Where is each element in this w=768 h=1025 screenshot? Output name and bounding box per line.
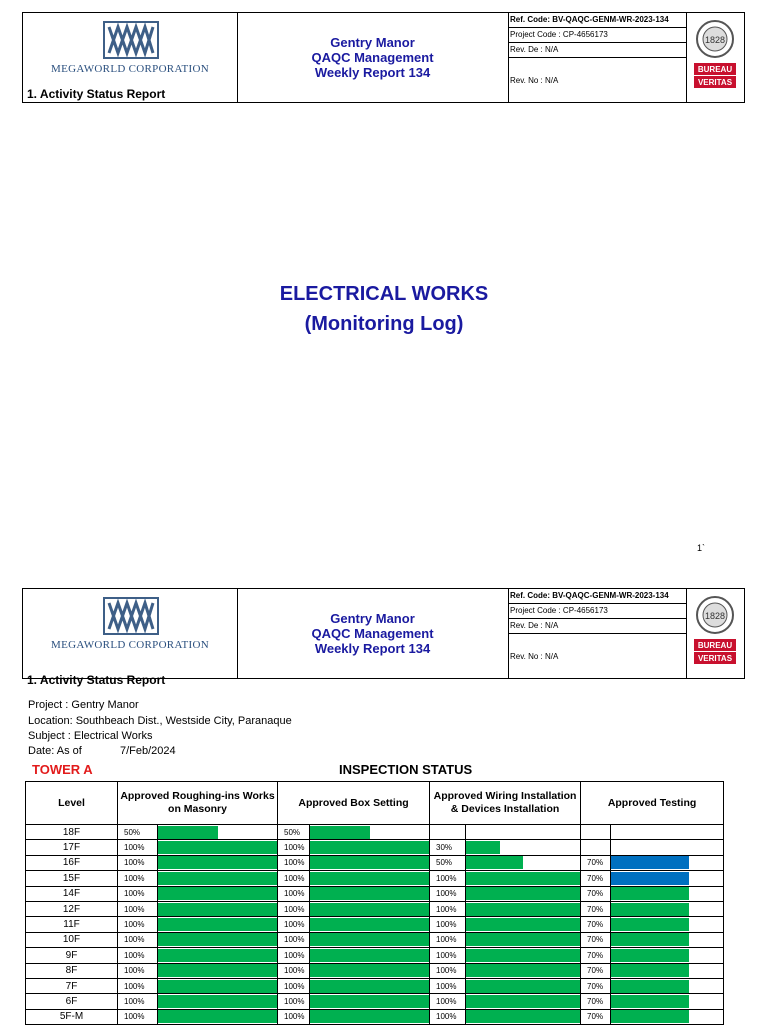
wiring-percent: 100% xyxy=(430,917,466,932)
wiring-bar-cell xyxy=(466,855,581,870)
box-setting-percent: 100% xyxy=(278,994,310,1009)
table-row xyxy=(26,932,724,947)
testing-percent: 70% xyxy=(581,917,611,932)
table-row xyxy=(26,948,724,963)
roughing-progress-bar xyxy=(158,903,277,916)
wiring-progress-bar xyxy=(466,918,580,931)
roughing-percent: 100% xyxy=(118,917,158,932)
wiring-bar-cell xyxy=(466,948,581,963)
ref-code: Ref. Code: BV-QAQC-GENM-WR-2023-134 xyxy=(508,589,686,604)
table-header-row xyxy=(26,782,724,825)
testing-percent: 70% xyxy=(581,871,611,886)
wiring-bar-cell xyxy=(466,901,581,916)
roughing-progress-bar xyxy=(158,887,277,900)
roughing-bar-cell xyxy=(158,855,278,870)
wiring-progress-bar xyxy=(466,856,523,869)
testing-percent: 70% xyxy=(581,886,611,901)
box-setting-progress-bar xyxy=(310,887,429,900)
level-cell: 6F xyxy=(26,994,118,1009)
inspection-title: INSPECTION STATUS xyxy=(339,762,473,777)
testing-bar-cell xyxy=(611,1009,724,1024)
company-name: MEGAWORLD CORPORATION xyxy=(51,63,209,75)
cover-title-line-1: ELECTRICAL WORKS xyxy=(279,283,489,305)
level-cell: 16F xyxy=(26,855,118,870)
roughing-percent: 100% xyxy=(118,855,158,870)
info-subject: Subject : Electrical Works xyxy=(28,730,153,742)
box-setting-progress-bar xyxy=(310,964,429,977)
wiring-progress-bar xyxy=(466,841,500,854)
wiring-bar-cell xyxy=(466,994,581,1009)
testing-bar-cell xyxy=(611,994,724,1009)
testing-bar-cell xyxy=(611,825,724,840)
box-setting-bar-cell xyxy=(310,932,430,947)
report-header-1 xyxy=(22,12,745,103)
wiring-percent: 100% xyxy=(430,994,466,1009)
box-setting-percent: 100% xyxy=(278,1009,310,1024)
box-setting-percent: 100% xyxy=(278,840,310,855)
bureau-veritas-cell xyxy=(686,13,745,102)
page-number: 1` xyxy=(697,543,706,553)
wiring-bar-cell xyxy=(466,917,581,932)
cover-title-line-2: (Monitoring Log) xyxy=(304,313,464,335)
box-setting-percent: 100% xyxy=(278,886,310,901)
testing-percent: 70% xyxy=(581,932,611,947)
roughing-bar-cell xyxy=(158,994,278,1009)
box-setting-percent: 100% xyxy=(278,978,310,993)
testing-percent xyxy=(581,825,611,840)
testing-bar-cell xyxy=(611,855,724,870)
company-logo-cell xyxy=(23,13,238,102)
title-line-3: Weekly Report 134 xyxy=(314,641,431,656)
roughing-bar-cell xyxy=(158,948,278,963)
wiring-bar-cell xyxy=(466,840,581,855)
box-setting-bar-cell xyxy=(310,855,430,870)
report-title xyxy=(237,13,509,102)
wiring-percent: 100% xyxy=(430,963,466,978)
testing-progress-bar xyxy=(611,887,689,900)
rev-no: Rev. No : N/A xyxy=(510,652,559,661)
level-cell: 10F xyxy=(26,932,118,947)
wiring-progress-bar xyxy=(466,980,580,993)
testing-progress-bar xyxy=(611,856,689,869)
title-line-2: QAQC Management xyxy=(311,50,434,65)
box-setting-progress-bar xyxy=(310,1010,429,1023)
roughing-bar-cell xyxy=(158,825,278,840)
roughing-progress-bar xyxy=(158,856,277,869)
box-setting-progress-bar xyxy=(310,995,429,1008)
roughing-percent: 100% xyxy=(118,978,158,993)
wiring-bar-cell xyxy=(466,871,581,886)
wiring-progress-bar xyxy=(466,933,580,946)
project-code: Project Code : CP-4656173 xyxy=(508,28,686,43)
wiring-percent: 30% xyxy=(430,840,466,855)
box-setting-progress-bar xyxy=(310,841,429,854)
testing-bar-cell xyxy=(611,963,724,978)
company-logo-cell xyxy=(23,589,238,687)
level-cell: 9F xyxy=(26,948,118,963)
roughing-percent: 100% xyxy=(118,901,158,916)
bv-text-top: BUREAU xyxy=(697,641,733,650)
testing-bar-cell xyxy=(611,917,724,932)
title-line-1: Gentry Manor xyxy=(330,35,415,50)
info-project: Project : Gentry Manor xyxy=(28,699,139,711)
roughing-bar-cell xyxy=(158,917,278,932)
table-row xyxy=(26,855,724,870)
bv-text-bottom: VERITAS xyxy=(697,654,733,663)
roughing-percent: 100% xyxy=(118,994,158,1009)
roughing-bar-cell xyxy=(158,932,278,947)
testing-percent: 70% xyxy=(581,994,611,1009)
report-title xyxy=(237,589,509,678)
roughing-percent: 100% xyxy=(118,1009,158,1024)
rev-de: Rev. De : N/A xyxy=(508,43,686,58)
roughing-progress-bar xyxy=(158,826,218,839)
wiring-percent: 100% xyxy=(430,871,466,886)
info-date-label: Date: As of xyxy=(28,745,82,757)
roughing-percent: 100% xyxy=(118,963,158,978)
wiring-progress-bar xyxy=(466,872,580,885)
wiring-percent xyxy=(430,825,466,840)
roughing-percent: 50% xyxy=(118,825,158,840)
meta-cell xyxy=(508,13,687,102)
box-setting-percent: 100% xyxy=(278,855,310,870)
box-setting-percent: 100% xyxy=(278,963,310,978)
bureau-veritas-logo xyxy=(692,17,738,97)
box-setting-progress-bar xyxy=(310,918,429,931)
testing-percent xyxy=(581,840,611,855)
testing-progress-bar xyxy=(611,933,689,946)
wiring-progress-bar xyxy=(466,903,580,916)
level-cell: 5F-M xyxy=(26,1009,118,1024)
roughing-percent: 100% xyxy=(118,871,158,886)
megaworld-logo xyxy=(103,597,159,635)
inspection-status-table xyxy=(25,781,724,1025)
level-cell: 7F xyxy=(26,978,118,993)
wiring-bar-cell xyxy=(466,932,581,947)
wiring-bar-cell xyxy=(466,886,581,901)
table-row xyxy=(26,901,724,916)
wiring-progress-bar xyxy=(466,1010,580,1023)
section-label: 1. Activity Status Report xyxy=(27,87,166,101)
project-code: Project Code : CP-4656173 xyxy=(508,604,686,619)
bv-year: 1828 xyxy=(704,35,726,45)
roughing-progress-bar xyxy=(158,918,277,931)
wiring-percent: 100% xyxy=(430,886,466,901)
testing-percent: 70% xyxy=(581,1009,611,1024)
info-location: Location: Southbeach Dist., Westside City, Paranaque xyxy=(28,715,292,727)
rev-no: Rev. No : N/A xyxy=(510,76,559,85)
roughing-progress-bar xyxy=(158,995,277,1008)
testing-bar-cell xyxy=(611,840,724,855)
wiring-bar-cell xyxy=(466,825,581,840)
box-setting-progress-bar xyxy=(310,949,429,962)
col-header-box-setting: Approved Box Setting xyxy=(278,782,430,825)
level-cell: 12F xyxy=(26,901,118,916)
wiring-percent: 50% xyxy=(430,855,466,870)
roughing-percent: 100% xyxy=(118,840,158,855)
box-setting-percent: 50% xyxy=(278,825,310,840)
box-setting-progress-bar xyxy=(310,856,429,869)
box-setting-bar-cell xyxy=(310,948,430,963)
level-cell: 15F xyxy=(26,871,118,886)
roughing-bar-cell xyxy=(158,901,278,916)
box-setting-percent: 100% xyxy=(278,917,310,932)
table-row xyxy=(26,917,724,932)
table-row xyxy=(26,1009,724,1024)
bv-year: 1828 xyxy=(704,611,726,621)
box-setting-bar-cell xyxy=(310,825,430,840)
testing-progress-bar xyxy=(611,918,689,931)
box-setting-bar-cell xyxy=(310,963,430,978)
roughing-progress-bar xyxy=(158,949,277,962)
meta-cell xyxy=(508,589,687,678)
testing-progress-bar xyxy=(611,872,689,885)
info-date-value: 7/Feb/2024 xyxy=(120,745,176,757)
box-setting-bar-cell xyxy=(310,994,430,1009)
section-label: 1. Activity Status Report xyxy=(27,673,166,687)
roughing-bar-cell xyxy=(158,871,278,886)
level-cell: 18F xyxy=(26,825,118,840)
roughing-bar-cell xyxy=(158,840,278,855)
tower-label: TOWER A xyxy=(32,762,93,777)
testing-progress-bar xyxy=(611,903,689,916)
wiring-percent: 100% xyxy=(430,948,466,963)
box-setting-progress-bar xyxy=(310,980,429,993)
table-row xyxy=(26,963,724,978)
roughing-percent: 100% xyxy=(118,886,158,901)
report-header-2 xyxy=(22,588,745,687)
wiring-progress-bar xyxy=(466,964,580,977)
testing-progress-bar xyxy=(611,995,689,1008)
box-setting-bar-cell xyxy=(310,917,430,932)
table-row xyxy=(26,871,724,886)
testing-bar-cell xyxy=(611,948,724,963)
table-row xyxy=(26,825,724,840)
company-name: MEGAWORLD CORPORATION xyxy=(51,639,209,651)
box-setting-bar-cell xyxy=(310,901,430,916)
title-line-3: Weekly Report 134 xyxy=(314,65,431,80)
box-setting-bar-cell xyxy=(310,978,430,993)
roughing-progress-bar xyxy=(158,1010,277,1023)
wiring-percent: 100% xyxy=(430,901,466,916)
col-header-roughing: Approved Roughing-ins Works on Masonry xyxy=(118,782,278,825)
wiring-progress-bar xyxy=(466,995,580,1008)
testing-bar-cell xyxy=(611,978,724,993)
roughing-progress-bar xyxy=(158,980,277,993)
box-setting-bar-cell xyxy=(310,1009,430,1024)
roughing-bar-cell xyxy=(158,963,278,978)
ref-code: Ref. Code: BV-QAQC-GENM-WR-2023-134 xyxy=(508,13,686,28)
box-setting-progress-bar xyxy=(310,933,429,946)
testing-progress-bar xyxy=(611,980,689,993)
box-setting-progress-bar xyxy=(310,826,370,839)
bv-text-bottom: VERITAS xyxy=(697,78,733,87)
wiring-progress-bar xyxy=(466,887,580,900)
testing-bar-cell xyxy=(611,901,724,916)
box-setting-bar-cell xyxy=(310,840,430,855)
roughing-bar-cell xyxy=(158,1009,278,1024)
box-setting-bar-cell xyxy=(310,871,430,886)
bureau-veritas-cell xyxy=(686,589,745,678)
wiring-percent: 100% xyxy=(430,978,466,993)
title-line-1: Gentry Manor xyxy=(330,611,415,626)
bureau-veritas-logo xyxy=(692,593,738,673)
roughing-progress-bar xyxy=(158,933,277,946)
testing-percent: 70% xyxy=(581,978,611,993)
wiring-bar-cell xyxy=(466,978,581,993)
table-row xyxy=(26,994,724,1009)
bv-text-top: BUREAU xyxy=(697,65,733,74)
roughing-bar-cell xyxy=(158,886,278,901)
roughing-percent: 100% xyxy=(118,948,158,963)
testing-percent: 70% xyxy=(581,963,611,978)
box-setting-progress-bar xyxy=(310,872,429,885)
col-header-level: Level xyxy=(26,782,118,825)
rev-de: Rev. De : N/A xyxy=(508,619,686,634)
testing-progress-bar xyxy=(611,949,689,962)
level-cell: 8F xyxy=(26,963,118,978)
box-setting-percent: 100% xyxy=(278,901,310,916)
level-cell: 11F xyxy=(26,917,118,932)
testing-percent: 70% xyxy=(581,948,611,963)
wiring-progress-bar xyxy=(466,949,580,962)
box-setting-progress-bar xyxy=(310,903,429,916)
roughing-bar-cell xyxy=(158,978,278,993)
wiring-percent: 100% xyxy=(430,932,466,947)
table-row xyxy=(26,840,724,855)
col-header-testing: Approved Testing xyxy=(581,782,724,825)
testing-bar-cell xyxy=(611,871,724,886)
testing-percent: 70% xyxy=(581,901,611,916)
wiring-bar-cell xyxy=(466,1009,581,1024)
roughing-progress-bar xyxy=(158,872,277,885)
testing-progress-bar xyxy=(611,964,689,977)
level-cell: 14F xyxy=(26,886,118,901)
megaworld-logo xyxy=(103,21,159,59)
roughing-progress-bar xyxy=(158,841,277,854)
testing-percent: 70% xyxy=(581,855,611,870)
testing-bar-cell xyxy=(611,886,724,901)
box-setting-bar-cell xyxy=(310,886,430,901)
testing-progress-bar xyxy=(611,1010,689,1023)
title-line-2: QAQC Management xyxy=(311,626,434,641)
table-row xyxy=(26,886,724,901)
box-setting-percent: 100% xyxy=(278,948,310,963)
roughing-progress-bar xyxy=(158,964,277,977)
level-cell: 17F xyxy=(26,840,118,855)
col-header-wiring: Approved Wiring Installation & Devices Installation xyxy=(430,782,581,825)
wiring-percent: 100% xyxy=(430,1009,466,1024)
box-setting-percent: 100% xyxy=(278,932,310,947)
table-row xyxy=(26,978,724,993)
roughing-percent: 100% xyxy=(118,932,158,947)
testing-bar-cell xyxy=(611,932,724,947)
box-setting-percent: 100% xyxy=(278,871,310,886)
wiring-bar-cell xyxy=(466,963,581,978)
